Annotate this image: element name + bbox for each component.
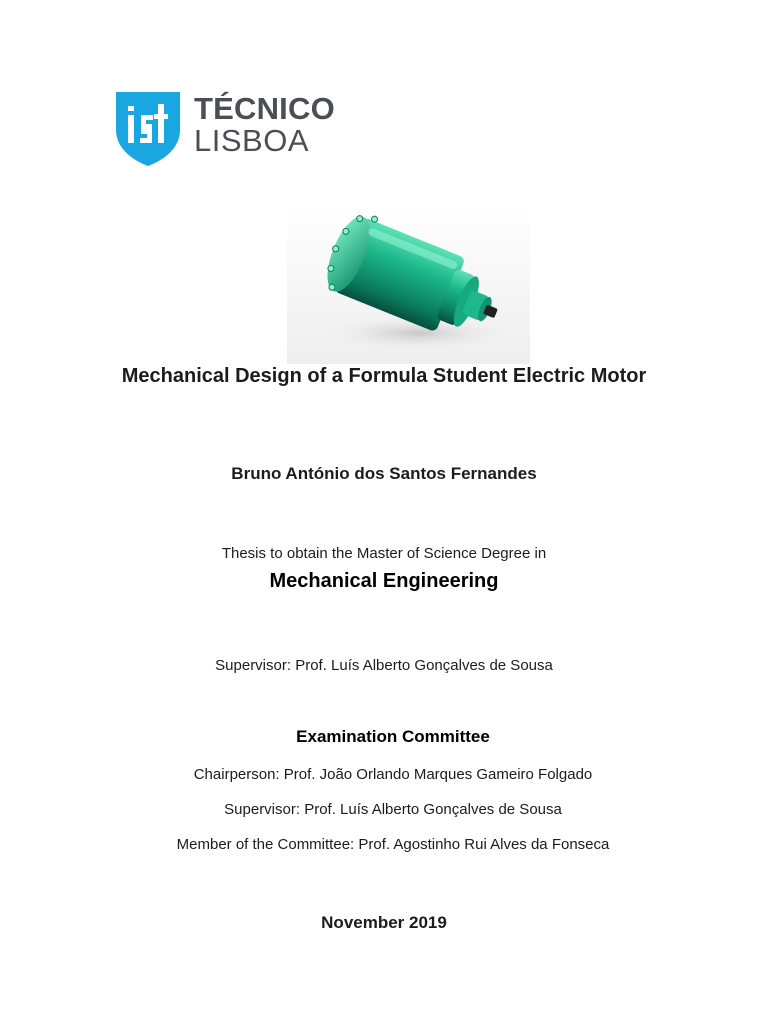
institution-logo <box>114 90 335 170</box>
logo-wordmark <box>194 93 335 156</box>
supervisor-line: Supervisor: Prof. Luís Alberto Gonçalves de Sousa <box>215 657 553 674</box>
logo-line-lisboa: LISBOA <box>194 123 309 158</box>
author-name: Bruno António dos Santos Fernandes <box>231 464 537 483</box>
thesis-title: Mechanical Design of a Formula Student Electric Motor <box>121 365 647 387</box>
committee-chairperson: Chairperson: Prof. João Orlando Marques Gameiro Folgado <box>193 766 593 783</box>
committee-supervisor: Supervisor: Prof. Luís Alberto Gonçalves de Sousa <box>224 801 562 818</box>
thesis-date: November 2019 <box>321 913 447 932</box>
motor-render-image <box>287 203 530 364</box>
committee-member: Member of the Committee: Prof. Agostinho Rui Alves da Fonseca <box>176 836 610 853</box>
logo-line-tecnico: TÉCNICO <box>194 91 335 126</box>
degree-intro: Thesis to obtain the Master of Science Degree in <box>221 545 547 562</box>
ist-shield-icon <box>114 90 182 168</box>
degree-field: Mechanical Engineering <box>269 570 499 592</box>
committee-heading: Examination Committee <box>296 727 490 746</box>
